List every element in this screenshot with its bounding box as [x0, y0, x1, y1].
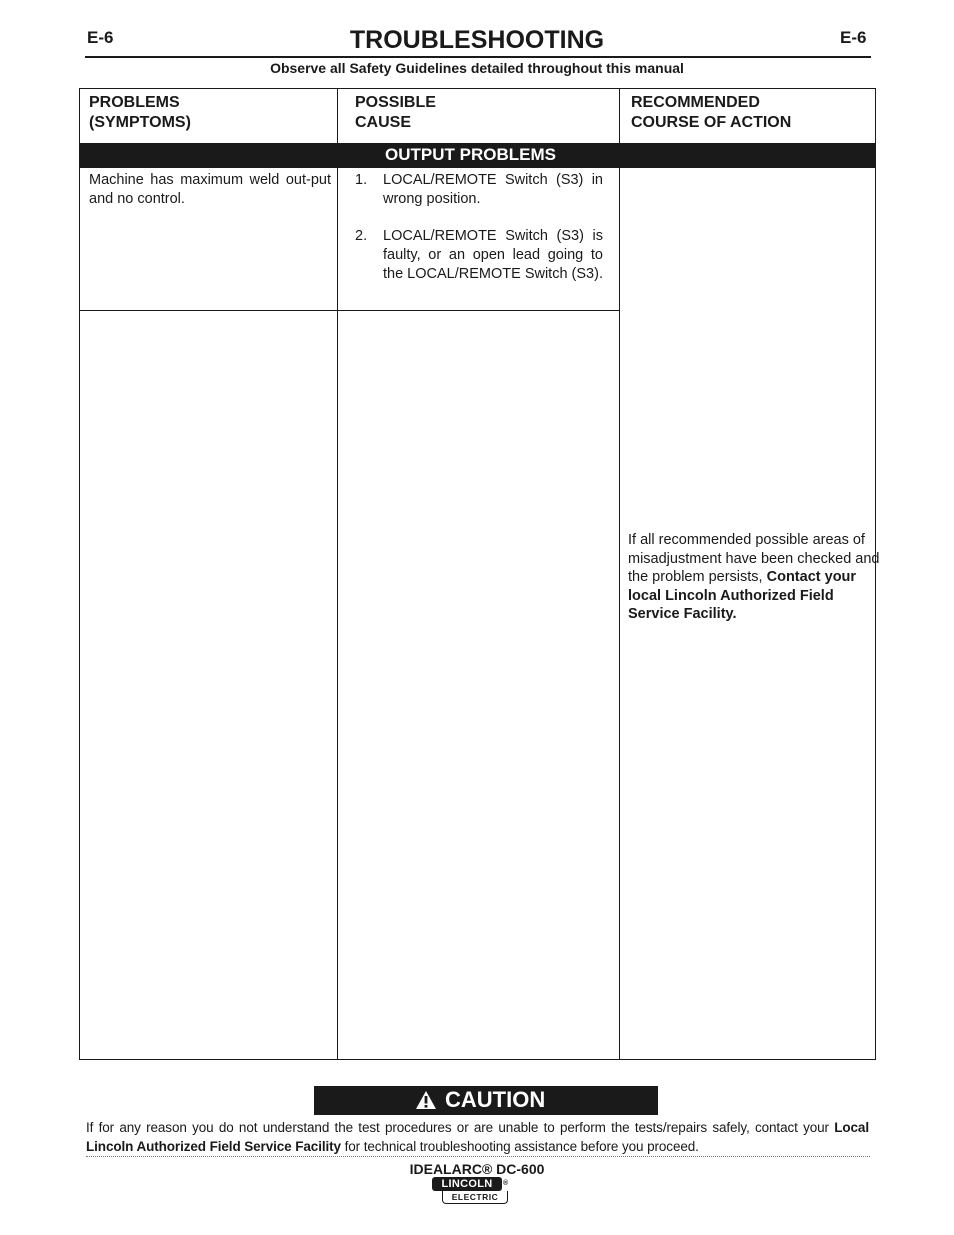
warning-triangle-icon: [415, 1090, 437, 1110]
logo-registered-mark: ®: [503, 1180, 509, 1187]
cause-number: 1.: [355, 172, 368, 188]
column-header-cause: POSSIBLE CAUSE: [355, 94, 436, 131]
caution-text: [86, 1118, 869, 1156]
page-number-left: E-6: [87, 28, 114, 47]
product-name: IDEALARC® DC-600: [409, 1161, 545, 1177]
page-title: TROUBLESHOOTING: [349, 26, 605, 54]
caution-text-after: for technical troubleshooting assistance before you proceed.: [344, 1139, 699, 1154]
column-header-action: RECOMMENDED COURSE OF ACTION: [631, 94, 792, 131]
logo-top: LINCOLN: [432, 1177, 502, 1191]
caution-banner: [314, 1086, 658, 1115]
caution-text-before: If for any reason you do not understand the test procedures or are unable to perform the tests/repairs safely, contact your: [86, 1120, 829, 1135]
page-number-right: E-6: [840, 28, 867, 47]
section-header-bar: [80, 143, 875, 168]
troubleshooting-table: [79, 88, 880, 1060]
caution-bold-text: Local Lincoln Authorized Field Service Facility: [86, 1120, 869, 1154]
cause-text: LOCAL/REMOTE Switch (S3) is faulty, or an open lead going to the LOCAL/REMOTE Switch (S3).: [383, 228, 603, 282]
cause-item: [355, 171, 603, 209]
action-bold-text: Contact your local Lincoln Authorized Field Service Facility.: [628, 569, 857, 622]
logo-bottom: ELECTRIC: [442, 1191, 508, 1204]
recommended-action: [628, 531, 880, 624]
cause-item: [355, 227, 603, 284]
column-divider-1: [337, 89, 338, 1059]
column-divider-2: [619, 89, 620, 1059]
lincoln-electric-logo: [432, 1177, 512, 1207]
row-divider: [80, 310, 619, 311]
cause-number: 2.: [355, 228, 368, 244]
safety-note: Observe all Safety Guidelines detailed throughout this manual: [270, 60, 684, 76]
section-title: OUTPUT PROBLEMS: [385, 145, 556, 164]
action-text: If all recommended possible areas of misadjustment have been checked and the problem persists,: [628, 532, 880, 585]
symptom-text: Machine has maximum weld out-put and no control.: [89, 172, 331, 207]
caution-label: CAUTION: [445, 1087, 546, 1112]
footer-rule: [86, 1156, 870, 1157]
column-header-problems: PROBLEMS (SYMPTOMS): [89, 94, 191, 131]
cause-text: LOCAL/REMOTE Switch (S3) in wrong position.: [383, 172, 603, 207]
title-rule: [85, 56, 871, 58]
